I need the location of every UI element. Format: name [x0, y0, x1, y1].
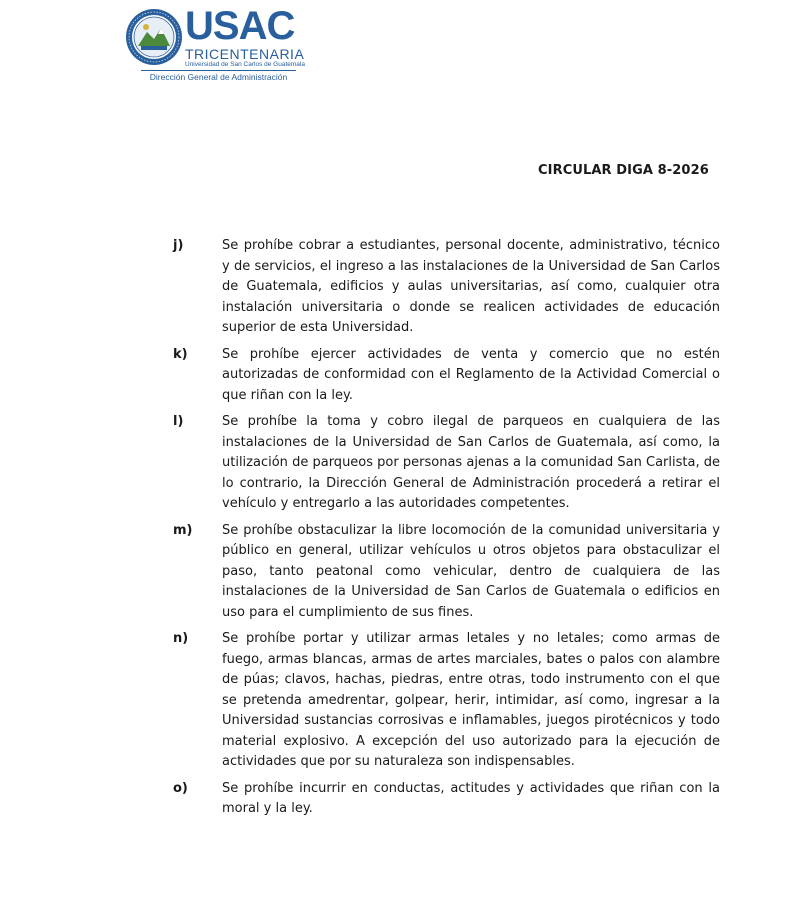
- prohibitions-list: [0, 236, 800, 826]
- list-item-m: [0, 521, 800, 624]
- department-name: Dirección General de Administración: [141, 70, 296, 82]
- item-text: Se prohíbe cobrar a estudiantes, personal docente, administrativo, técnico y de servicios, el ingreso a las instalaciones de la Universidad de San Carlos de Guatemala, edificios y aulas universitarias, así como, cualquier otra instalación universitaria o donde se realicen actividades de educación superior de esta Universidad.: [222, 238, 720, 335]
- university-name: Universidad de San Carlos de Guatemala: [185, 61, 305, 68]
- item-text: Se prohíbe portar y utilizar armas letales y no letales; como armas de fuego, armas blancas, armas de artes marciales, bates o palos con alambre de púas; clavos, hachas, piedras, entre otras, todo instrumento con el que se pretenda amedrentar, golpear, herir, intimidar, así como, ingresar a la Universidad sustancias corrosivas e inflamables, juegos pirotécnicos y todo material explosivo. A excepción del uso autorizado para la ejecución de actividades que por su naturaleza son indispensables.: [222, 631, 720, 769]
- item-letter: k): [173, 346, 188, 362]
- tricentenaria-text: TRICENTENARIA: [185, 46, 305, 62]
- list-item-n: [0, 629, 800, 773]
- usac-logo-text: USAC: [185, 4, 295, 48]
- list-item-o: [0, 779, 800, 820]
- letterhead: [125, 6, 325, 86]
- item-text: Se prohíbe ejercer actividades de venta y comercio que no estén autorizadas de conformidad con el Reglamento de la Actividad Comercial o que riñan con la ley.: [222, 346, 720, 403]
- item-letter: j): [173, 238, 184, 253]
- list-item-j: [0, 236, 800, 339]
- university-seal-icon: [125, 8, 183, 66]
- list-item-k: [0, 345, 800, 407]
- item-text: Se prohíbe incurrir en conductas, actitudes y actividades que riñan con la moral y la ley.: [222, 780, 720, 816]
- item-letter: n): [173, 631, 189, 646]
- circular-title: CIRCULAR DIGA 8-2026: [538, 163, 709, 178]
- item-letter: l): [173, 414, 184, 429]
- item-text: Se prohíbe obstaculizar la libre locomoción de la comunidad universitaria y público en general, utilizar vehículos u otros objetos para obstaculizar el paso, tanto peatonal como vehicular, dentro de cualquiera de las instalaciones de la Universidad de San Carlos de Guatemala o edificios en uso para el cumplimiento de sus fines.: [222, 522, 720, 620]
- item-text: Se prohíbe la toma y cobro ilegal de parqueos en cualquiera de las instalaciones de la Universidad de San Carlos de Guatemala, así como, la utilización de parqueos por personas ajenas a la comunidad San Carlista, de lo contrario, la Dirección General de Administración procederá a retirar el vehículo y entregarlo a las autoridades competentes.: [222, 414, 720, 511]
- item-letter: m): [173, 522, 193, 538]
- item-letter: o): [173, 780, 188, 796]
- list-item-l: [0, 412, 800, 515]
